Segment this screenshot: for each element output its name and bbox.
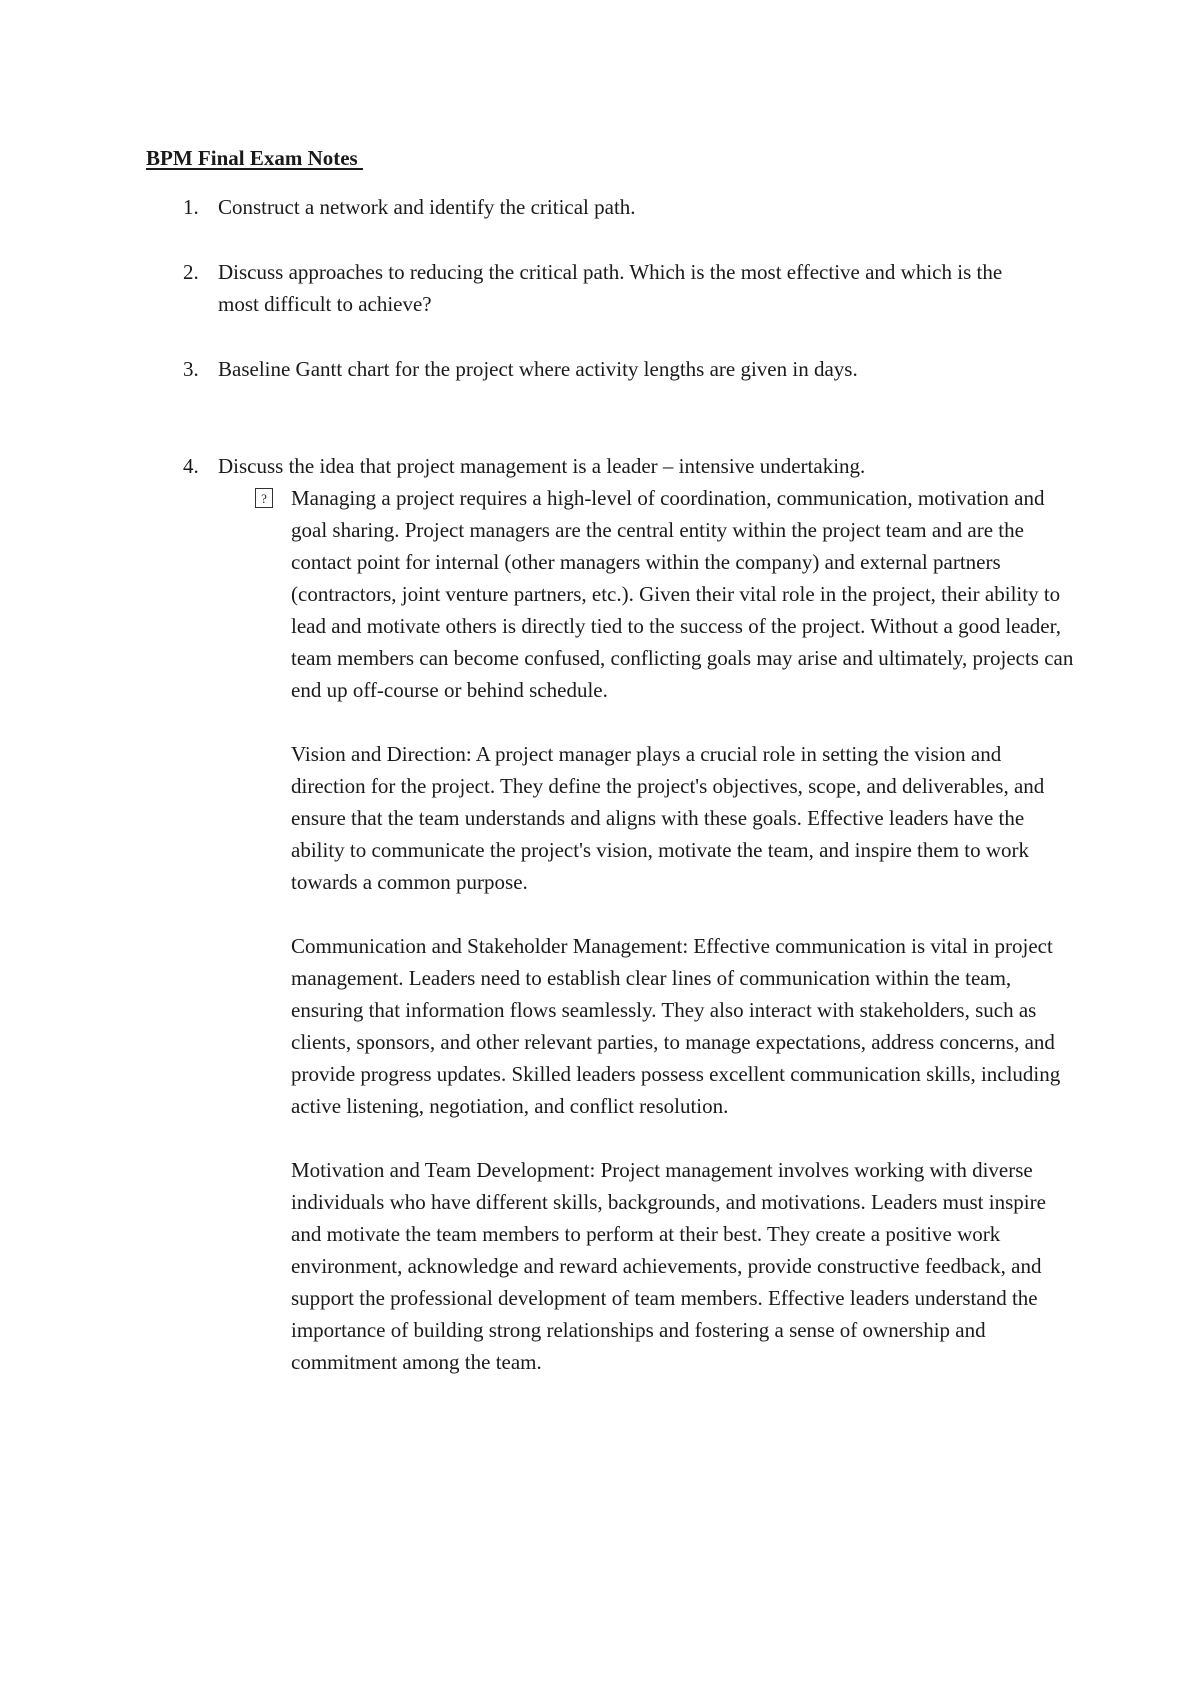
answer-paragraph-communication: Communication and Stakeholder Management: Effective communication is vital in project management. Leaders need to establish clear lines of communication within the team, ensuring that information flows seamlessly. They also interact with stakeholders, such as clients, sponsors, and other relevant parties, to manage expectations, address concerns, and provide progress updates. Skilled leaders possess excellent communication skills, including active listening, negotiation, and conflict resolution. — [291, 934, 1061, 1118]
list-item-text: Discuss approaches to reducing the critical path. Which is the most effective and which is the most difficult to achieve? — [218, 260, 1003, 316]
list-item-text: Discuss the idea that project management is a leader – intensive undertaking. — [218, 454, 866, 478]
list-item-number: 4. — [183, 454, 199, 478]
list-item-text: Baseline Gantt chart for the project where activity lengths are given in days. — [218, 357, 858, 381]
list-item-number: 3. — [183, 357, 199, 381]
list-item-number: 1. — [183, 195, 199, 219]
answer-paragraph-motivation: Motivation and Team Development: Project management involves working with diverse individuals who have different skills, backgrounds, and motivations. Leaders must inspire and motivate the team members to perform at their best. They create a positive work environment, acknowledge and reward achievements, provide constructive feedback, and support the professional development of team members. Effective leaders understand the importance of building strong relationships and fostering a sense of ownership and commitment among the team. — [291, 1158, 1046, 1374]
answer-paragraph-vision: Vision and Direction: A project manager plays a crucial role in setting the vision and direction for the project. They define the project's objectives, scope, and deliverables, and ensure that the team understands and aligns with these goals. Effective leaders have the ability to communicate the project's vision, motivate the team, and inspire them to work towards a common purpose. — [291, 742, 1045, 894]
list-item-text: Construct a network and identify the critical path. — [218, 195, 636, 219]
missing-glyph-bullet-icon: ? — [255, 488, 273, 508]
answer-paragraph-intro: Managing a project requires a high-level of coordination, communication, motivation and goal sharing. Project managers are the central entity within the project team and are the contact point for internal (other managers within the company) and external partners (contractors, joint venture partners, etc.). Given their vital role in the project, their ability to lead and motivate others is directly tied to the success of the project. Without a good leader, team members can become confused, conflicting goals may arise and ultimately, projects can end up off-course or behind schedule. — [291, 486, 1074, 702]
list-item-number: 2. — [183, 260, 199, 284]
document-title: BPM Final Exam Notes — [146, 146, 363, 170]
answer-bullet-block — [255, 482, 1075, 1378]
